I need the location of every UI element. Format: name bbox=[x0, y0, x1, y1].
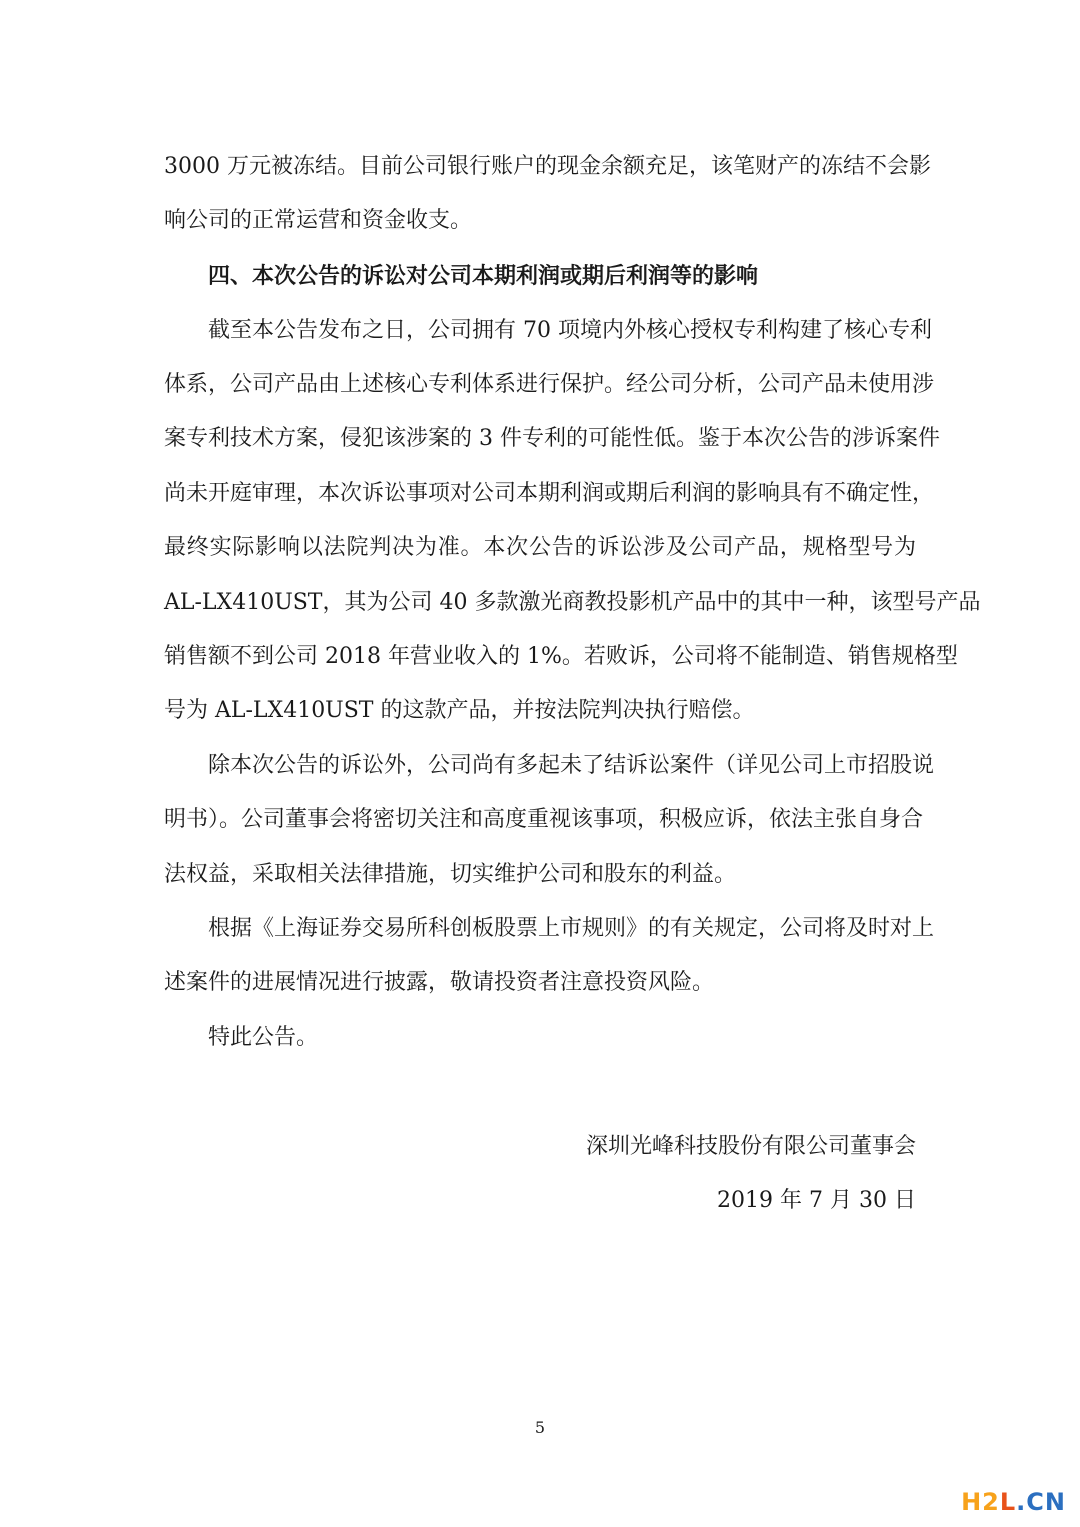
text-line: 法权益，采取相关法律措施，切实维护公司和股东的利益。 bbox=[164, 862, 737, 887]
section-heading: 四、本次公告的诉讼对公司本期利润或期后利润等的影响 bbox=[208, 263, 759, 289]
text-line: 号为 AL-LX410UST 的这款产品，并按法院判决执行赔偿。 bbox=[164, 698, 755, 723]
watermark-part: .CN bbox=[1016, 1488, 1066, 1516]
text-line: 最终实际影响以法院判决为准。本次公告的诉讼涉及公司产品，规格型号为 bbox=[164, 535, 916, 560]
text-line: 除本次公告的诉讼外，公司尚有多起未了结诉讼案件（详见公司上市招股说 bbox=[208, 753, 935, 778]
watermark-part: L bbox=[999, 1488, 1017, 1516]
text-line: 尚未开庭审理，本次诉讼事项对公司本期利润或期后利润的影响具有不确定性， bbox=[164, 481, 935, 506]
text-line: 响公司的正常运营和资金收支。 bbox=[164, 208, 473, 233]
text-line: 根据《上海证券交易所科创板股票上市规则》的有关规定，公司将及时对上 bbox=[208, 916, 935, 941]
text-line: 截至本公告发布之日，公司拥有 70 项境内外核心授权专利构建了核心专利 bbox=[208, 318, 932, 343]
page-number: 5 bbox=[534, 1418, 546, 1437]
watermark-part: H2 bbox=[961, 1488, 1000, 1516]
signature-organization: 深圳光峰科技股份有限公司董事会 bbox=[585, 1134, 916, 1159]
text-line: 明书）。公司董事会将密切关注和高度重视该事项，积极应诉，依法主张自身合 bbox=[164, 807, 924, 832]
text-line: 3000 万元被冻结。目前公司银行账户的现金余额充足，该笔财产的冻结不会影 bbox=[164, 154, 931, 179]
text-line: 案专利技术方案，侵犯该涉案的 3 件专利的可能性低。鉴于本次公告的涉诉案件 bbox=[164, 426, 940, 451]
text-line: AL-LX410UST，其为公司 40 多款激光商教投影机产品中的其中一种，该型号产品 bbox=[164, 590, 981, 615]
site-watermark-logo bbox=[961, 1488, 1066, 1516]
signature-date: 2019 年 7 月 30 日 bbox=[717, 1188, 916, 1213]
closing-text: 特此公告。 bbox=[208, 1025, 319, 1050]
text-line: 销售额不到公司 2018 年营业收入的 1%。若败诉，公司将不能制造、销售规格型 bbox=[164, 644, 958, 669]
text-line: 述案件的进展情况进行披露，敬请投资者注意投资风险。 bbox=[164, 970, 715, 995]
text-line: 体系，公司产品由上述核心专利体系进行保护。经公司分析，公司产品未使用涉 bbox=[164, 372, 935, 397]
